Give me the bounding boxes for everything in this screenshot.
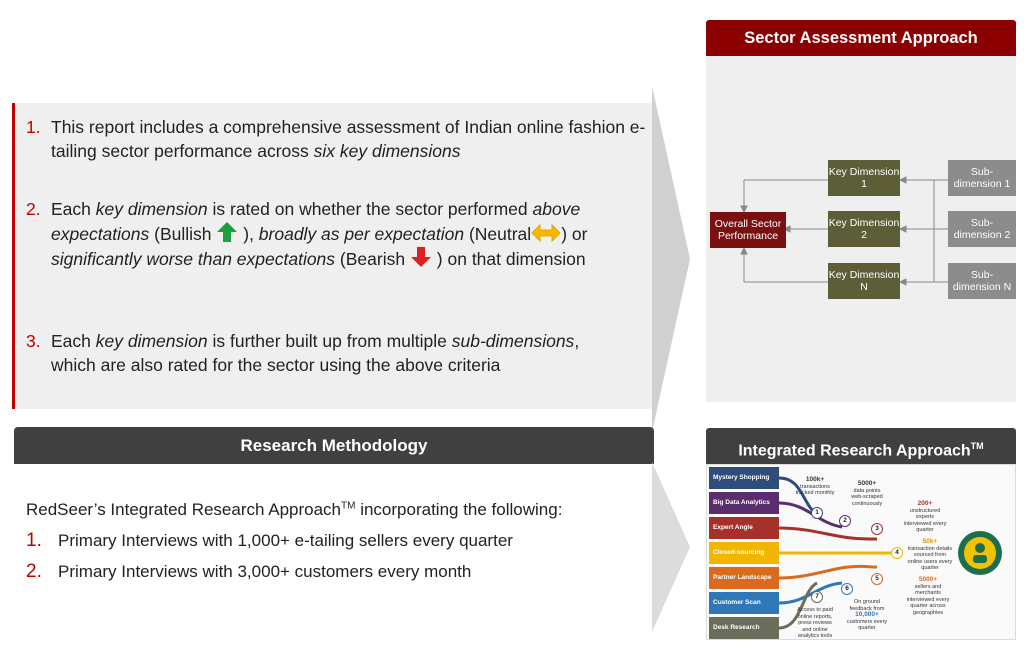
stat-text: 100k+ transactions tracked monthly	[795, 476, 835, 496]
assessment-point-3	[26, 329, 626, 377]
key-dimension-box: Key Dimension 1	[828, 160, 900, 196]
integrated-label: Big Data Analytics	[709, 492, 779, 514]
key-dimension-box: Key Dimension 2	[828, 211, 900, 247]
point-text: Each key dimension is further built up from multiple sub-dimensions, which are also rated for the sector using the above criteria	[51, 331, 580, 375]
point-number: 1.	[26, 117, 41, 137]
integrated-label: Expert Angle	[709, 517, 779, 539]
step-number: 3	[871, 523, 883, 535]
stat-text: 5000+ sellers and merchants interviewed every quarter across geographies	[906, 576, 950, 616]
sub-dimension-box: Sub-dimension 2	[948, 211, 1016, 247]
step-number: 6	[841, 583, 853, 595]
point-number: 2.	[26, 199, 41, 219]
methodology-intro: RedSeer’s Integrated Research Approach™ incorporating the following:	[26, 500, 563, 519]
sector-assessment-header: Sector Assessment Approach	[706, 20, 1016, 56]
step-number: 2	[839, 515, 851, 527]
integrated-label: Partner Landscape	[709, 567, 779, 589]
step-number: 5	[871, 573, 883, 585]
key-dimension-box: Key Dimension N	[828, 263, 900, 299]
point-text: This report includes a comprehensive assessment of Indian online fashion e-tailing sector performance across six key dimensions	[51, 117, 646, 161]
integrated-label: Desk Research	[709, 617, 779, 639]
sub-dimension-box: Sub-dimension 1	[948, 160, 1016, 196]
integrated-research-infographic	[706, 464, 1016, 640]
assessment-point-2	[26, 197, 648, 271]
neutral-double-arrow-icon	[531, 223, 561, 243]
point-text: Each key dimension is rated on whether the sector performed above expectations (Bullish ), broadly as per expectation (Neutral ) or significantly worse than expectations (Bearish ) on that dimension	[51, 199, 588, 269]
integrated-label: Mystery Shopping	[709, 467, 779, 489]
stat-text: 50k+ transaction details sourced from online users every quarter	[907, 538, 953, 571]
bullish-up-arrow-icon	[216, 221, 238, 243]
assessment-point-1	[26, 115, 648, 163]
sector-assessment-diagram	[706, 56, 1016, 402]
integrated-label: Closed-sourcing	[709, 542, 779, 564]
research-methodology-body	[14, 464, 654, 634]
integrated-label: Customer Scan	[709, 592, 779, 614]
stat-text: 200+ unstructured experts interviewed every quarter	[903, 500, 947, 533]
chevron-arrow-shape	[652, 86, 690, 432]
step-number: 4	[891, 547, 903, 559]
step-number: 1	[811, 507, 823, 519]
stat-text: Access to paid online reports, press reviews and online analytics tools	[797, 607, 833, 639]
methodology-item: 1. Primary Interviews with 1,000+ e-tailing sellers every quarter	[26, 530, 513, 551]
sub-dimension-box: Sub-dimension N	[948, 263, 1016, 299]
methodology-item: 2. Primary Interviews with 3,000+ customers every month	[26, 561, 472, 582]
stat-text: On ground feedback from 10,000+ customers every quarter	[846, 599, 888, 631]
research-methodology-header: Research Methodology	[14, 427, 654, 464]
bearish-down-arrow-icon	[410, 246, 432, 268]
overall-sector-box: Overall Sector Performance	[710, 212, 786, 248]
point-number: 3.	[26, 331, 41, 351]
chevron-arrow-shape	[652, 462, 690, 632]
step-number: 7	[811, 591, 823, 603]
integrated-research-header: Integrated Research Approach™	[706, 428, 1016, 464]
stat-text: 5000+ data points web-scraped continuously	[851, 480, 883, 507]
